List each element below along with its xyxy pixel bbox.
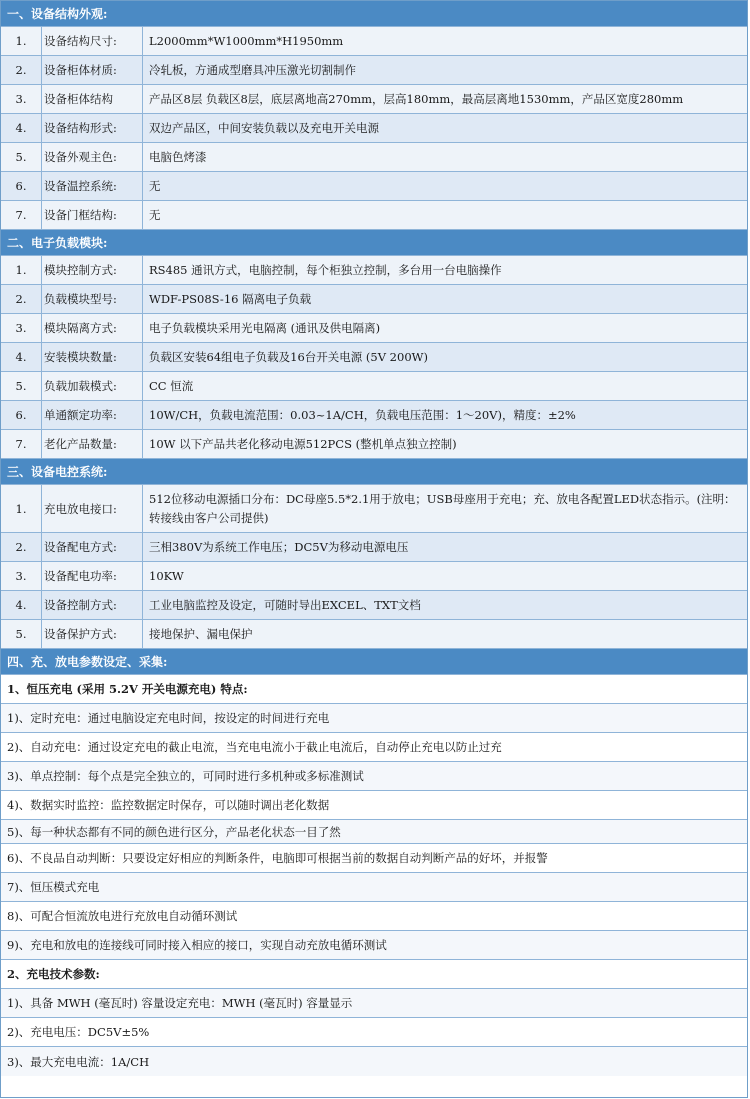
section-header: 三、设备电控系统: <box>1 459 747 485</box>
row-label: 设备结构尺寸: <box>42 27 143 55</box>
row-value: 三相380V为系统工作电压；DC5V为移动电源电压 <box>149 539 409 554</box>
row-number: 2. <box>1 533 42 561</box>
row-label: 负载模块型号: <box>42 285 143 313</box>
row-label: 模块隔离方式: <box>42 314 143 342</box>
row-value: 产品区8层 负载区8层，底层离地高270mm，层高180mm，最高层离地1530mm，产品区宽度280mm <box>149 91 684 106</box>
spec-row <box>1 201 747 230</box>
row-value: 10W 以下产品共老化移动电源512PCS (整机单点独立控制) <box>149 436 457 451</box>
row-value: 10W/CH，负载电流范围：0.03~1A/CH，负载电压范围：1～20V)，精度：±2% <box>149 407 576 422</box>
subsection-title: 2、充电技术参数: <box>1 960 747 989</box>
section-header: 一、设备结构外观: <box>1 1 747 27</box>
spec-row <box>1 256 747 285</box>
subsection-title: 1、恒压充电 (采用 5.2V 开关电源充电) 特点: <box>1 675 747 704</box>
feature-item: 9)、充电和放电的连接线可同时接入相应的接口，实现自动充放电循环测试 <box>1 931 747 960</box>
feature-item: 7)、恒压模式充电 <box>1 873 747 902</box>
row-value: 无 <box>149 178 161 193</box>
row-label: 设备控制方式: <box>42 591 143 619</box>
spec-row <box>1 85 747 114</box>
row-number: 6. <box>1 401 42 429</box>
row-number: 4. <box>1 114 42 142</box>
row-value: 电子负载模块采用光电隔离 (通讯及供电隔离) <box>149 320 381 335</box>
spec-row <box>1 485 747 533</box>
row-number: 4. <box>1 343 42 371</box>
row-value: 接地保护、漏电保护 <box>149 626 253 641</box>
spec-row <box>1 343 747 372</box>
spec-row <box>1 591 747 620</box>
feature-item: 8)、可配合恒流放电进行充放电自动循环测试 <box>1 902 747 931</box>
row-number: 7. <box>1 430 42 458</box>
row-number: 6. <box>1 172 42 200</box>
row-number: 1. <box>1 256 42 284</box>
spec-row <box>1 314 747 343</box>
row-label: 设备门框结构: <box>42 201 143 229</box>
spec-row <box>1 114 747 143</box>
row-label: 负载加载模式: <box>42 372 143 400</box>
spec-row <box>1 285 747 314</box>
row-label: 老化产品数量: <box>42 430 143 458</box>
feature-item: 3)、单点控制：每个点是完全独立的，可同时进行多机种或多标准测试 <box>1 762 747 791</box>
row-value: RS485 通讯方式，电脑控制，每个柜独立控制，多台用一台电脑操作 <box>149 262 502 277</box>
row-value: WDF-PS08S-16 隔离电子负载 <box>149 291 312 306</box>
row-value: 无 <box>149 207 161 222</box>
spec-row <box>1 533 747 562</box>
row-value: CC 恒流 <box>149 378 194 393</box>
row-value: 冷轧板，方通成型磨具冲压激光切割制作 <box>149 62 356 77</box>
spec-row <box>1 562 747 591</box>
section-header: 二、电子负载模块: <box>1 230 747 256</box>
spec-row <box>1 372 747 401</box>
row-number: 5. <box>1 620 42 648</box>
row-number: 1. <box>1 485 42 532</box>
row-label: 设备外观主色: <box>42 143 143 171</box>
row-label: 模块控制方式: <box>42 256 143 284</box>
spec-row <box>1 56 747 85</box>
row-number: 5. <box>1 143 42 171</box>
row-label: 设备配电方式: <box>42 533 143 561</box>
feature-item: 1)、定时充电：通过电脑设定充电时间，按设定的时间进行充电 <box>1 704 747 733</box>
row-label: 设备柜体结构 <box>42 85 143 113</box>
spec-row <box>1 620 747 649</box>
row-number: 2. <box>1 285 42 313</box>
row-label: 设备结构形式: <box>42 114 143 142</box>
row-number: 3. <box>1 85 42 113</box>
feature-item: 5)、每一种状态都有不同的颜色进行区分，产品老化状态一目了然 <box>1 820 747 844</box>
section-header: 四、充、放电参数设定、采集: <box>1 649 747 675</box>
param-item: 3)、最大充电电流：1A/CH <box>1 1047 747 1076</box>
row-number: 2. <box>1 56 42 84</box>
row-label: 设备配电功率: <box>42 562 143 590</box>
row-label: 单通额定功率: <box>42 401 143 429</box>
row-number: 3. <box>1 314 42 342</box>
row-value: 10KW <box>149 568 184 583</box>
row-value: L2000mm*W1000mm*H1950mm <box>149 33 344 48</box>
feature-item: 4)、数据实时监控：监控数据定时保存，可以随时调出老化数据 <box>1 791 747 820</box>
row-number: 1. <box>1 27 42 55</box>
spec-row <box>1 401 747 430</box>
row-number: 7. <box>1 201 42 229</box>
feature-item: 6)、不良品自动判断：只要设定好相应的判断条件，电脑即可根据当前的数据自动判断产品的好坏，并报警 <box>1 844 747 873</box>
spec-row <box>1 430 747 459</box>
row-value: 负载区安装64组电子负载及16台开关电源 (5V 200W) <box>149 349 428 364</box>
row-value: 512位移动电源插口分布：DC母座5.5*2.1用于放电；USB母座用于充电；充、放电各配置LED状态指示。(注明：转接线由客户公司提供) <box>149 491 736 525</box>
row-number: 3. <box>1 562 42 590</box>
spec-row <box>1 27 747 56</box>
spec-row <box>1 172 747 201</box>
row-label: 设备保护方式: <box>42 620 143 648</box>
row-label: 安装模块数量: <box>42 343 143 371</box>
row-value: 工业电脑监控及设定，可随时导出EXCEL、TXT文档 <box>149 597 421 612</box>
row-label: 充电放电接口: <box>42 485 143 532</box>
row-number: 5. <box>1 372 42 400</box>
spec-row <box>1 143 747 172</box>
row-number: 4. <box>1 591 42 619</box>
row-label: 设备温控系统: <box>42 172 143 200</box>
row-label: 设备柜体材质: <box>42 56 143 84</box>
param-item: 1)、具备 MWH (毫瓦时) 容量设定充电：MWH (毫瓦时) 容量显示 <box>1 989 747 1018</box>
row-value: 双边产品区，中间安装负载以及充电开关电源 <box>149 120 379 135</box>
param-item: 2)、充电电压：DC5V±5% <box>1 1018 747 1047</box>
feature-item: 2)、自动充电：通过设定充电的截止电流，当充电电流小于截止电流后，自动停止充电以防止过充 <box>1 733 747 762</box>
row-value: 电脑色烤漆 <box>149 149 207 164</box>
